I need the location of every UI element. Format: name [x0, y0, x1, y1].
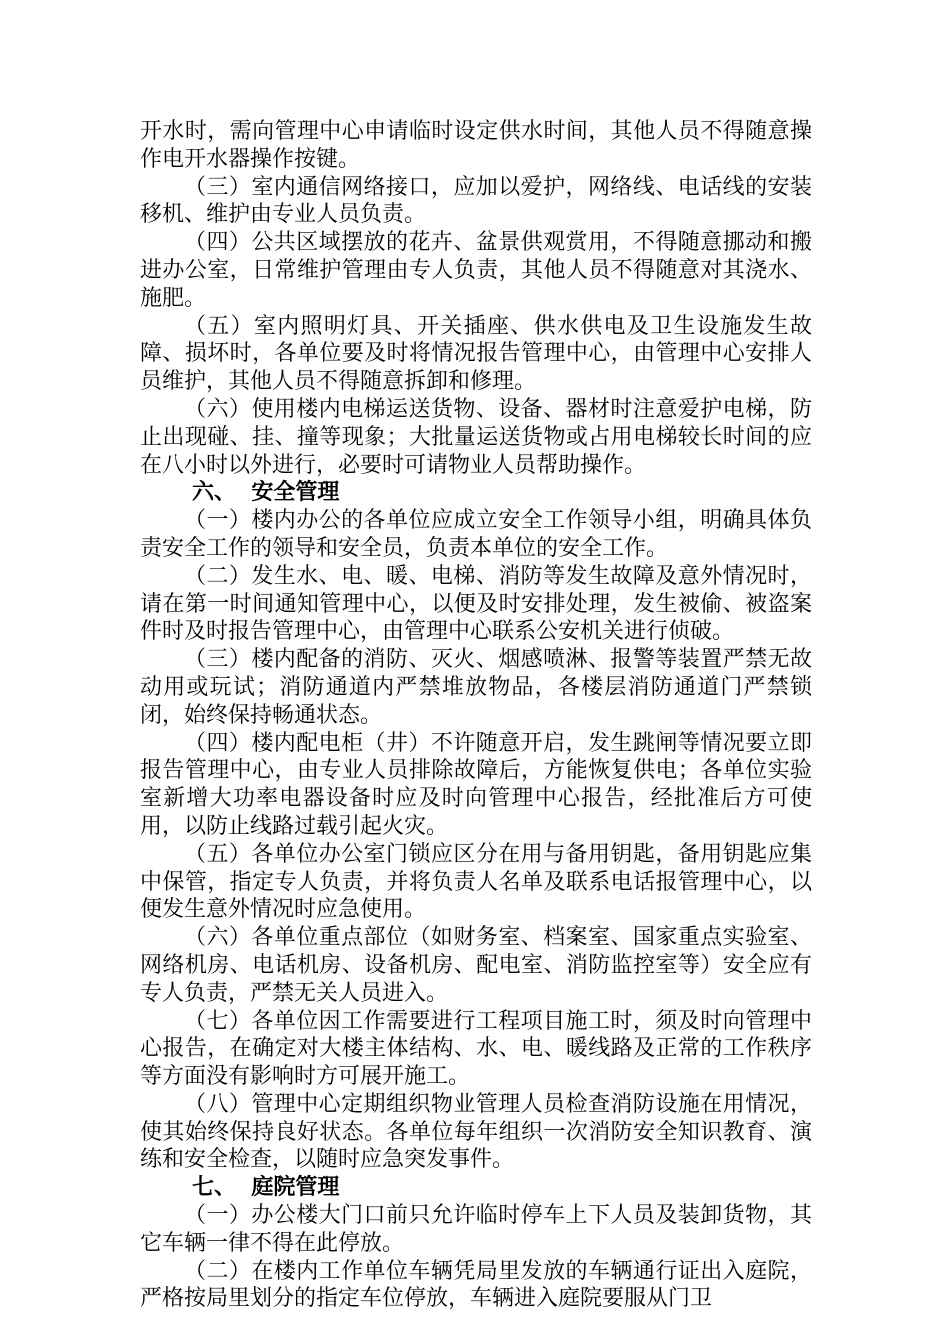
paragraph-7-2: （二）在楼内工作单位车辆凭局里发放的车辆通行证出入庭院，严格按局里划分的指定车位停放，车辆进入庭院要服从门卫 — [140, 1258, 812, 1312]
paragraph-6-8: （八）管理中心定期组织物业管理人员检查消防设施在用情况，使其始终保持良好状态。各单位每年组织一次消防安全知识教育、演练和安全检查，以随时应急突发事件。 — [140, 1091, 812, 1173]
document-page — [140, 118, 812, 1313]
paragraph-6-3: （三）楼内配备的消防、灭火、烟感喷淋、报警等装置严禁无故动用或玩试；消防通道内严禁堆放物品，各楼层消防通道门严禁锁闭，始终保持畅通状态。 — [140, 647, 812, 728]
paragraph-6-2: （二）发生水、电、暖、电梯、消防等发生故障及意外情况时，请在第一时间通知管理中心，以便及时安排处理，发生被偷、被盗案件时及时报告管理中心，由管理中心联系公安机关进行侦破。 — [140, 563, 812, 645]
paragraph-continuation: 开水时，需向管理中心申请临时设定供水时间，其他人员不得随意操作电开水器操作按键。 — [140, 119, 812, 172]
paragraph-5-6: （六）使用楼内电梯运送货物、设备、器材时注意爱护电梯，防止出现碰、挂、撞等现象；大批量运送货物或占用电梯较长时间的应在八小时以外进行，必要时可请物业人员帮助操作。 — [140, 396, 812, 478]
paragraph-6-4: （四）楼内配电柜（井）不许随意开启，发生跳闸等情况要立即报告管理中心，由专业人员排除故障后，方能恢复供电；各单位实验室新增大功率电器设备时应及时向管理中心报告，经批准后方可使用，以防止线路过载引起火灾。 — [140, 730, 812, 839]
section-heading-6: 六、 安全管理 — [192, 480, 340, 506]
section-heading-7: 七、 庭院管理 — [192, 1175, 340, 1201]
paragraph-5-4: （四）公共区域摆放的花卉、盆景供观赏用，不得随意挪动和搬进办公室，日常维护管理由专人负责，其他人员不得随意对其浇水、施肥。 — [140, 230, 812, 311]
paragraph-5-5: （五）室内照明灯具、开关插座、供水供电及卫生设施发生故障、损坏时，各单位要及时将情况报告管理中心，由管理中心安排人员维护，其他人员不得随意拆卸和修理。 — [140, 313, 812, 395]
paragraph-6-6: （六）各单位重点部位（如财务室、档案室、国家重点实验室、网络机房、电话机房、设备机房、配电室、消防监控室等）安全应有专人负责，严禁无关人员进入。 — [140, 925, 812, 1006]
paragraph-6-5: （五）各单位办公室门锁应区分在用与备用钥匙，备用钥匙应集中保管，指定专人负责，并将负责人名单及联系电话报管理中心，以便发生意外情况时应急使用。 — [140, 841, 812, 923]
paragraph-7-1: （一）办公楼大门口前只允许临时停车上下人员及装卸货物，其它车辆一律不得在此停放。 — [140, 1203, 812, 1256]
paragraph-5-3: （三）室内通信网络接口，应加以爱护，网络线、电话线的安装移机、维护由专业人员负责。 — [140, 174, 812, 228]
paragraph-6-7: （七）各单位因工作需要进行工程项目施工时，须及时向管理中心报告，在确定对大楼主体结构、水、电、暖线路及正常的工作秩序等方面没有影响时方可展开施工。 — [140, 1008, 812, 1090]
paragraph-6-1: （一）楼内办公的各单位应成立安全工作领导小组，明确具体负责安全工作的领导和安全员，负责本单位的安全工作。 — [140, 508, 812, 561]
